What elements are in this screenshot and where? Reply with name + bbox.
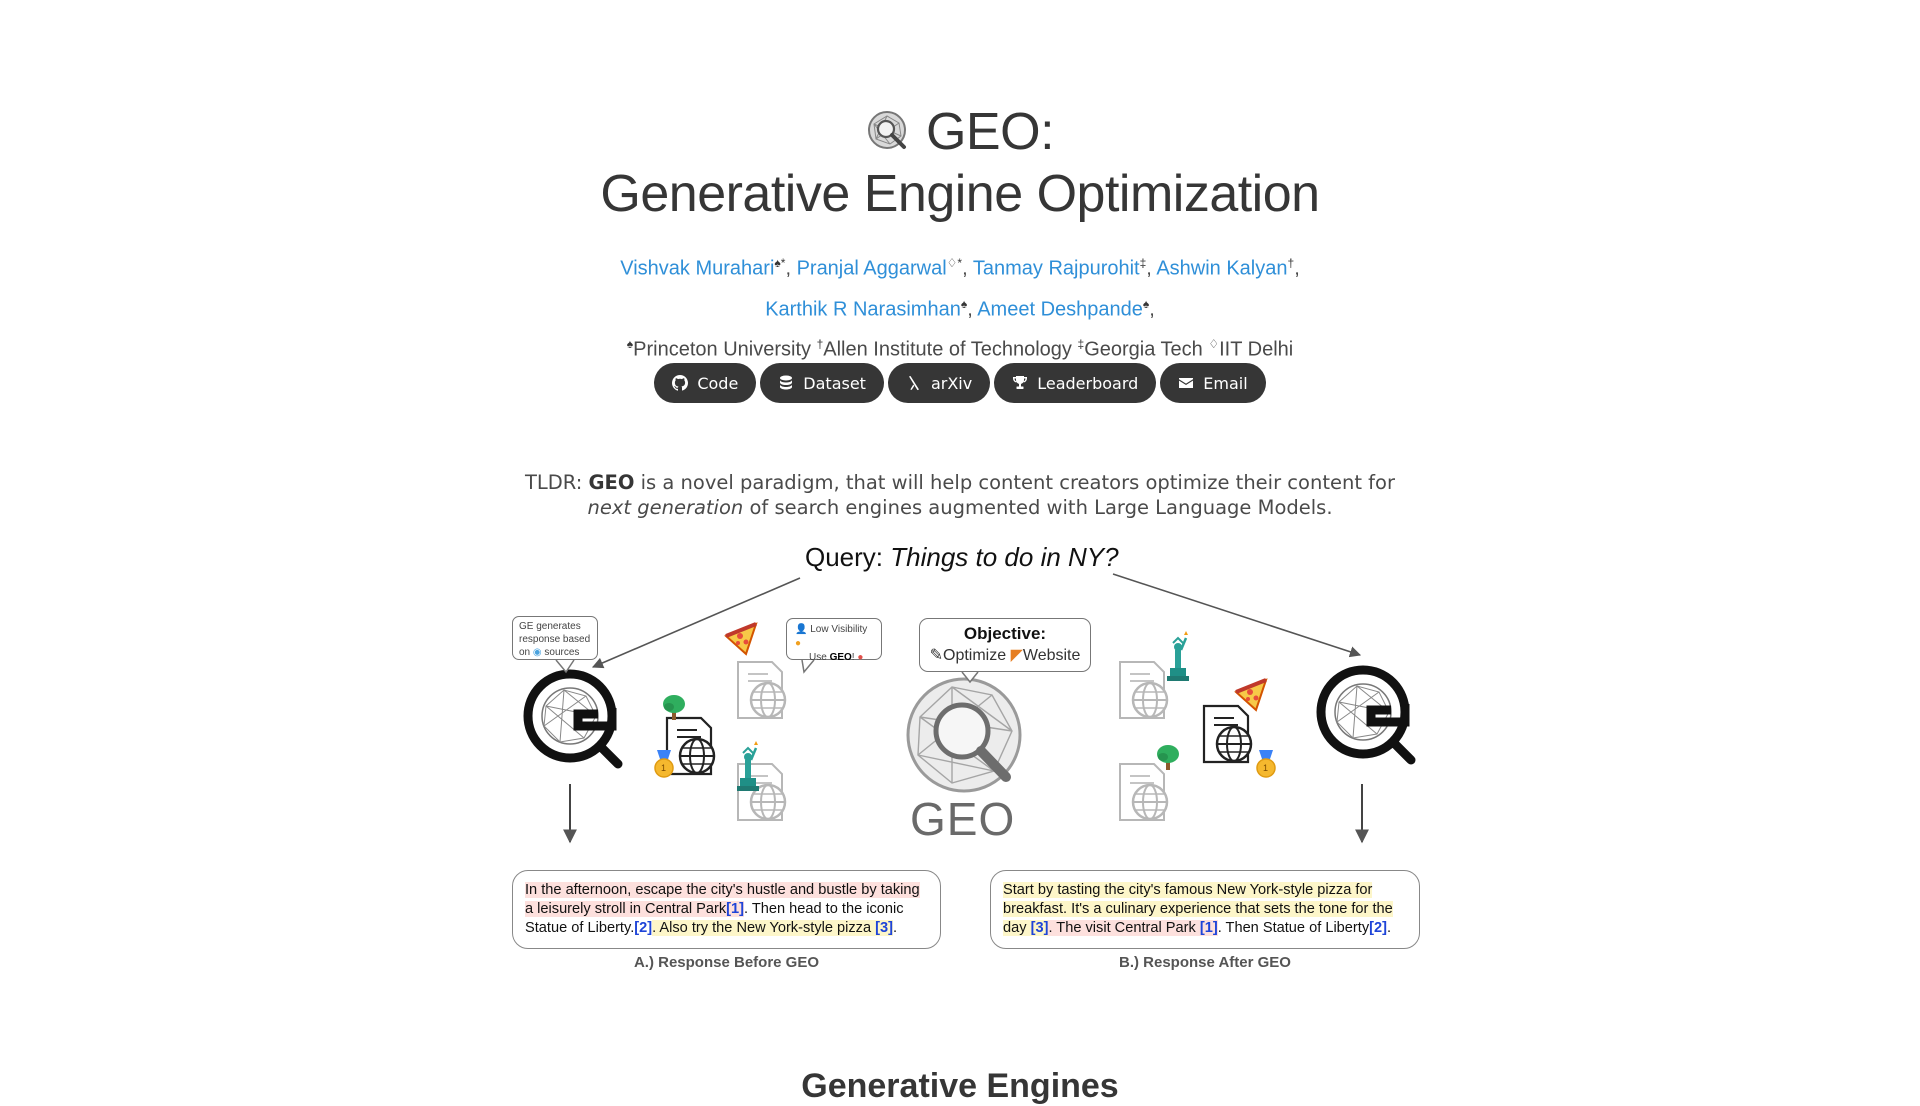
author-mark: ♠ xyxy=(960,296,968,311)
caption-before: A.) Response Before GEO xyxy=(633,954,820,971)
author-link-kalyan[interactable]: Ashwin Kalyan xyxy=(1156,257,1288,280)
document-globe-icon xyxy=(667,718,714,774)
code-button-label: Code xyxy=(697,373,739,393)
globe-icon: ◉ xyxy=(532,647,542,658)
affiliations xyxy=(0,327,1920,368)
query-text xyxy=(805,542,1119,573)
title-line1: GEO: xyxy=(925,103,1055,161)
medal-rank: 1 xyxy=(661,763,667,773)
author-mark: ♠ xyxy=(1142,296,1150,311)
author-row-1: Vishvak Murahari♠*, Pranjal Aggarwal♢*, Tanmay Rajpurohit‡, Ashwin Kalyan†, xyxy=(620,256,1300,280)
author-link-deshpande[interactable]: Ameet Deshpande xyxy=(977,298,1143,321)
pizza-icon xyxy=(726,624,756,654)
affiliation-allen: Allen Institute of Technology xyxy=(823,338,1072,361)
caption-after: B.) Response After GEO xyxy=(1119,954,1291,971)
citation: [3] xyxy=(1030,920,1049,936)
document-globe-icon xyxy=(738,662,785,718)
response-sentence: . The visit Central Park xyxy=(1048,920,1200,936)
document-globe-icon xyxy=(1120,662,1167,718)
person-icon: 👤 xyxy=(795,624,808,635)
response-sentence: . Then head to the iconic Statue of Liberty. xyxy=(525,901,904,936)
dataset-button-label: Dataset xyxy=(803,373,866,393)
objective-title: Objective: xyxy=(963,624,1047,643)
tldr-prefix: TLDR: xyxy=(525,471,589,494)
dataset-button[interactable] xyxy=(760,363,884,403)
low-visibility-bubble xyxy=(786,618,882,663)
objective-bubble xyxy=(919,618,1091,672)
tree-icon xyxy=(663,695,685,720)
author-link-rajpurohit[interactable]: Tanmay Rajpurohit xyxy=(972,257,1140,280)
tldr-next-generation: next generation xyxy=(587,496,744,519)
query-arrow-left xyxy=(593,578,800,667)
response-sentence: . xyxy=(893,920,898,936)
medal-rank: 1 xyxy=(1263,763,1269,773)
generative-engine-logo-right xyxy=(1321,670,1411,760)
envelope-icon xyxy=(1178,375,1194,391)
author-mark: † xyxy=(1287,256,1295,270)
code-button[interactable] xyxy=(654,363,756,403)
response-sentence: Start by tasting the city's famous New York-style pizza for breakfast. It's a culinary experience that sets the tone for the day xyxy=(1003,882,1393,936)
response-before-box xyxy=(512,870,941,949)
leaderboard-button[interactable] xyxy=(994,363,1156,403)
response-sentence: . xyxy=(1386,920,1392,936)
title-line2: Generative Engine Optimization xyxy=(600,165,1320,223)
statue-of-liberty-icon xyxy=(1167,631,1189,681)
query-arrow-right xyxy=(1113,574,1360,655)
happy-face-icon: ● xyxy=(857,652,864,663)
author-mark: ‡ xyxy=(1139,256,1147,270)
pizza-icon: ◤ xyxy=(1010,647,1023,664)
author-mark: ♠* xyxy=(774,256,786,270)
tldr-paragraph xyxy=(0,470,1920,520)
geo-overview-figure xyxy=(0,530,1920,1000)
author-link-aggarwal[interactable]: Pranjal Aggarwal xyxy=(796,257,947,280)
bubble-line: GE generates xyxy=(519,621,581,632)
author-link-murahari[interactable]: Vishvak Murahari xyxy=(620,257,775,280)
citation: [2] xyxy=(634,920,653,936)
author-mark: ♢* xyxy=(946,256,963,270)
tldr-text-1: is a novel paradigm, that will help content creators optimize their content for xyxy=(634,471,1395,494)
tldr-text-2: of search engines augmented with Large Language Models. xyxy=(743,496,1333,519)
affiliation-iitd: IIT Delhi xyxy=(1219,338,1294,361)
tree-icon xyxy=(1157,745,1179,770)
trophy-icon xyxy=(1012,375,1028,391)
bubble-line: Use xyxy=(809,652,830,663)
response-sentence: . Then Statue of Liberty xyxy=(1217,920,1370,936)
response-after-box xyxy=(990,870,1420,949)
document-globe-icon xyxy=(1204,706,1251,762)
objective-text: Website xyxy=(1022,647,1081,664)
response-sentence: In the afternoon, escape the city's hustle and bustle by taking a leisurely stroll in Central Park xyxy=(525,882,920,917)
affiliation-mark: ‡ xyxy=(1077,337,1085,352)
affiliation-princeton: Princeton University xyxy=(633,338,811,361)
leaderboard-button-label: Leaderboard xyxy=(1037,373,1139,393)
arxiv-button-label: arXiv xyxy=(930,373,973,393)
email-button[interactable] xyxy=(1160,363,1265,403)
geo-logo-large-icon xyxy=(908,679,1020,791)
author-row-2: Karthik R Narasimhan♠, Ameet Deshpande♠, xyxy=(765,296,1155,321)
bubble-line: on xyxy=(519,647,531,658)
pizza-icon xyxy=(1236,680,1266,710)
document-globe-icon xyxy=(1120,764,1167,820)
geo-logo-label: GEO xyxy=(910,793,1016,845)
bubble-line: Low Visibility xyxy=(810,624,868,635)
arxiv-icon xyxy=(906,375,922,391)
query-label: Query: xyxy=(805,542,891,572)
arxiv-button[interactable] xyxy=(888,363,990,403)
worried-face-icon: ● xyxy=(795,638,802,649)
author-block xyxy=(0,246,1920,368)
github-icon xyxy=(672,375,688,391)
citation: [1] xyxy=(1199,920,1218,936)
affiliation-gatech: Georgia Tech xyxy=(1084,338,1203,361)
generative-engine-logo-left xyxy=(528,674,618,764)
link-buttons xyxy=(0,363,1920,403)
affiliation-mark: † xyxy=(816,337,824,352)
bubble-line: response based xyxy=(519,634,591,645)
magic-wand-icon: ✎ xyxy=(929,647,943,664)
geo-logo-icon xyxy=(866,109,912,166)
tldr-geo: GEO xyxy=(588,471,635,494)
author-link-narasimhan[interactable]: Karthik R Narasimhan xyxy=(765,298,961,321)
affiliation-mark: ♢ xyxy=(1208,337,1220,352)
citation: [1] xyxy=(726,901,744,917)
page-title xyxy=(0,104,1920,222)
citation: [2] xyxy=(1369,920,1387,936)
objective-text: Optimize xyxy=(943,647,1007,664)
figure-graphics xyxy=(0,530,1920,1000)
database-icon xyxy=(778,375,794,391)
email-button-label: Email xyxy=(1203,373,1248,393)
affiliation-mark: ♠ xyxy=(626,337,634,352)
bubble-line: sources xyxy=(544,647,580,658)
bubble-line: ! xyxy=(851,652,855,663)
bubble-geo: GEO xyxy=(829,652,852,663)
response-sentence: . Also try the New York-style pizza xyxy=(652,920,876,936)
citation: [3] xyxy=(875,920,893,936)
section-title-generative-engines: Generative Engines xyxy=(801,1067,1119,1105)
query-value: Things to do in NY? xyxy=(890,542,1119,572)
ge-generates-bubble xyxy=(512,616,598,660)
